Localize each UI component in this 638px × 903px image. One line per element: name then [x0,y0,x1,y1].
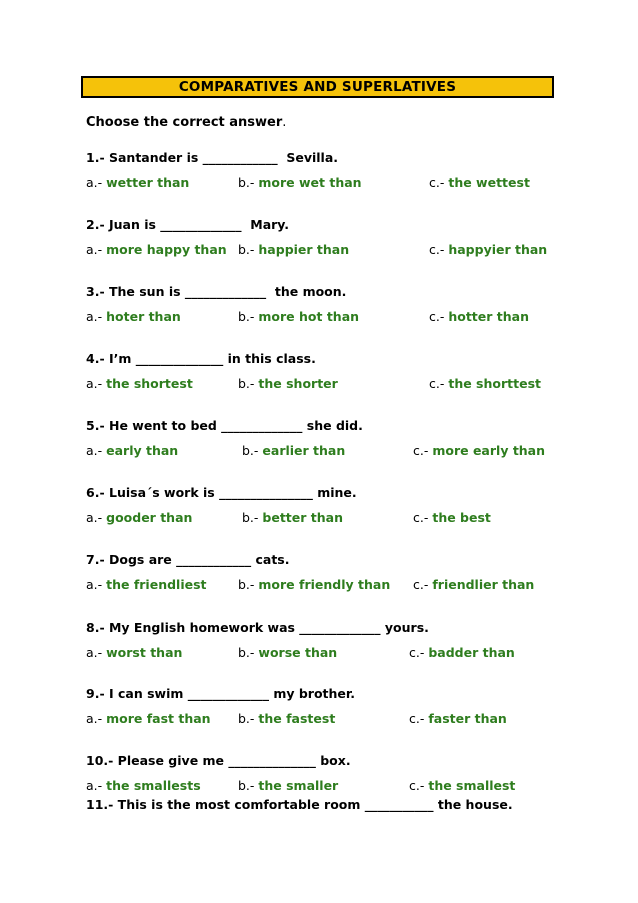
question-7: 7.- Dogs are ____________ cats. [86,552,290,567]
instruction-text: Choose the correct answer [86,115,283,130]
option-letter: c.- [413,443,433,458]
option-letter: c.- [409,711,429,726]
option-text: gooder than [106,510,193,525]
option-text: the best [432,510,491,525]
question-2-option-a[interactable] [86,242,227,257]
question-4: 4.- I’m ______________ in this class. [86,351,316,366]
option-letter: c.- [409,778,429,793]
option-text: worst than [106,645,183,660]
question-9-option-a[interactable] [86,711,211,726]
question-3-option-a[interactable] [86,309,181,324]
option-letter: a.- [86,175,107,190]
option-text: happier than [258,242,350,257]
question-7-option-c[interactable] [413,577,534,592]
option-text: more friendly than [258,577,391,592]
option-text: the shorter [258,376,338,391]
question-9-option-b[interactable] [238,711,335,726]
question-3-option-c[interactable] [429,309,529,324]
option-text: badder than [428,645,515,660]
question-2: 2.- Juan is _____________ Mary. [86,217,290,232]
question-5: 5.- He went to bed _____________ she did. [86,418,363,433]
question-11: 11.- This is the most comfortable room ___________ the house. [86,797,513,812]
option-text: the smallest [428,778,516,793]
question-4-option-c[interactable] [429,376,541,391]
option-text: the friendliest [106,577,207,592]
option-letter: c.- [413,577,433,592]
question-4-option-b[interactable] [238,376,338,391]
option-letter: a.- [86,577,107,592]
option-letter: a.- [86,778,107,793]
question-8-option-c[interactable] [409,645,515,660]
option-letter: b.- [242,510,263,525]
question-6-option-c[interactable] [413,510,491,525]
question-5-option-a[interactable] [86,443,178,458]
question-5-option-c[interactable] [413,443,545,458]
option-letter: b.- [238,711,259,726]
option-letter: c.- [429,242,449,257]
question-8: 8.- My English homework was _____________ yours. [86,620,429,635]
option-letter: a.- [86,376,107,391]
option-text: more wet than [258,175,362,190]
option-text: friendlier than [432,577,535,592]
question-1-option-b[interactable] [238,175,362,190]
option-letter: c.- [429,376,449,391]
question-10-option-b[interactable] [238,778,338,793]
option-letter: a.- [86,242,107,257]
question-6: 6.- Luisa´s work is _______________ mine. [86,485,357,500]
option-letter: a.- [86,510,107,525]
question-9-option-c[interactable] [409,711,507,726]
question-5-option-b[interactable] [242,443,345,458]
option-text: the shorttest [448,376,541,391]
option-letter: a.- [86,711,107,726]
option-letter: c.- [429,175,449,190]
option-text: better than [262,510,343,525]
option-letter: a.- [86,309,107,324]
option-text: the fastest [258,711,336,726]
option-letter: c.- [429,309,449,324]
option-text: more happy than [106,242,227,257]
option-letter: b.- [238,577,259,592]
option-letter: b.- [238,778,259,793]
option-text: more hot than [258,309,360,324]
question-1: 1.- Santander is ____________ Sevilla. [86,150,339,165]
option-text: hoter than [106,309,181,324]
option-text: wetter than [106,175,190,190]
question-8-option-a[interactable] [86,645,182,660]
option-text: faster than [428,711,507,726]
question-1-option-a[interactable] [86,175,189,190]
option-letter: b.- [238,175,259,190]
question-7-option-a[interactable] [86,577,207,592]
option-letter: a.- [86,443,107,458]
question-2-option-b[interactable] [238,242,349,257]
option-text: the shortest [106,376,193,391]
instruction [86,115,286,130]
option-text: the wettest [448,175,530,190]
option-text: more fast than [106,711,211,726]
option-text: worse than [258,645,338,660]
option-text: more early than [432,443,546,458]
question-3: 3.- The sun is _____________ the moon. [86,284,347,299]
question-8-option-b[interactable] [238,645,337,660]
option-letter: c.- [413,510,433,525]
question-10: 10.- Please give me ______________ box. [86,753,351,768]
option-text: earlier than [262,443,346,458]
question-9: 9.- I can swim _____________ my brother. [86,686,356,701]
option-letter: b.- [238,242,259,257]
instruction-period: . [282,115,287,130]
option-letter: c.- [409,645,429,660]
option-letter: b.- [238,376,259,391]
question-7-option-b[interactable] [238,577,390,592]
question-10-option-c[interactable] [409,778,515,793]
option-text: happyier than [448,242,548,257]
question-4-option-a[interactable] [86,376,193,391]
option-text: early than [106,443,179,458]
question-3-option-b[interactable] [238,309,359,324]
question-10-option-a[interactable] [86,778,201,793]
option-letter: b.- [238,309,259,324]
option-text: the smallests [106,778,201,793]
question-6-option-b[interactable] [242,510,343,525]
question-2-option-c[interactable] [429,242,547,257]
option-letter: b.- [238,645,259,660]
question-1-option-c[interactable] [429,175,530,190]
option-text: the smaller [258,778,339,793]
option-letter: b.- [242,443,263,458]
worksheet-title: COMPARATIVES AND SUPERLATIVES [81,76,554,98]
option-text: hotter than [448,309,529,324]
option-letter: a.- [86,645,107,660]
question-6-option-a[interactable] [86,510,192,525]
